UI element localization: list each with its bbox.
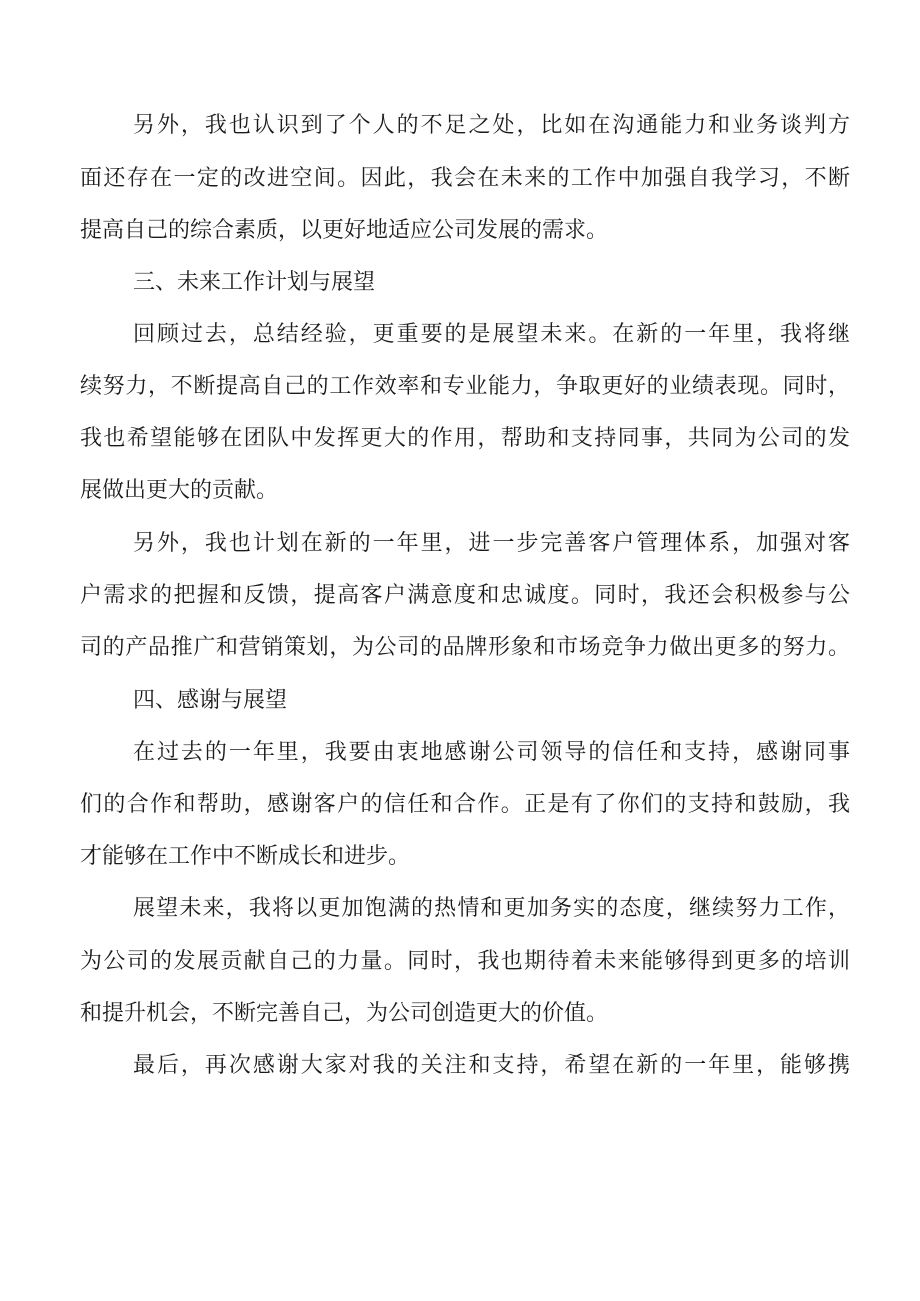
paragraph-line: 为公司的发展贡献自己的力量。同时，我也期待着未来能够得到更多的培训 — [80, 949, 850, 974]
paragraph-line: 最后，再次感谢大家对我的关注和支持，希望在新的一年里，能够携 — [133, 1053, 850, 1078]
paragraph-line: 另外，我也认识到了个人的不足之处，比如在沟通能力和业务谈判方 — [133, 113, 850, 138]
paragraph-line: 在过去的一年里，我要由衷地感谢公司领导的信任和支持，感谢同事 — [133, 740, 850, 765]
paragraph-line: 提高自己的综合素质，以更好地适应公司发展的需求。 — [80, 218, 609, 243]
paragraph-line: 续努力，不断提高自己的工作效率和专业能力，争取更好的业绩表现。同时， — [80, 374, 850, 399]
section-heading: 三、未来工作计划与展望 — [133, 270, 376, 295]
paragraph-line: 展做出更大的贡献。 — [80, 478, 279, 503]
paragraph-line: 们的合作和帮助，感谢客户的信任和合作。正是有了你们的支持和鼓励，我 — [80, 792, 850, 817]
paragraph-line: 另外，我也计划在新的一年里，进一步完善客户管理体系，加强对客 — [133, 531, 850, 556]
paragraph-line: 面还存在一定的改进空间。因此，我会在未来的工作中加强自我学习，不断 — [80, 166, 850, 191]
paragraph-line: 和提升机会，不断完善自己，为公司创造更大的价值。 — [80, 1001, 609, 1026]
section-heading: 四、感谢与展望 — [133, 688, 288, 713]
paragraph-line: 展望未来，我将以更加饱满的热情和更加务实的态度，继续努力工作， — [133, 896, 850, 921]
paragraph-line: 我也希望能够在团队中发挥更大的作用，帮助和支持同事，共同为公司的发 — [80, 426, 850, 451]
paragraph-line: 司的产品推广和营销策划，为公司的品牌形象和市场竞争力做出更多的努力。 — [80, 635, 850, 660]
paragraph-line: 回顾过去，总结经验，更重要的是展望未来。在新的一年里，我将继 — [133, 322, 850, 347]
paragraph-line: 才能够在工作中不断成长和进步。 — [80, 844, 411, 869]
paragraph-line: 户需求的把握和反馈，提高客户满意度和忠诚度。同时，我还会积极参与公 — [80, 583, 850, 608]
